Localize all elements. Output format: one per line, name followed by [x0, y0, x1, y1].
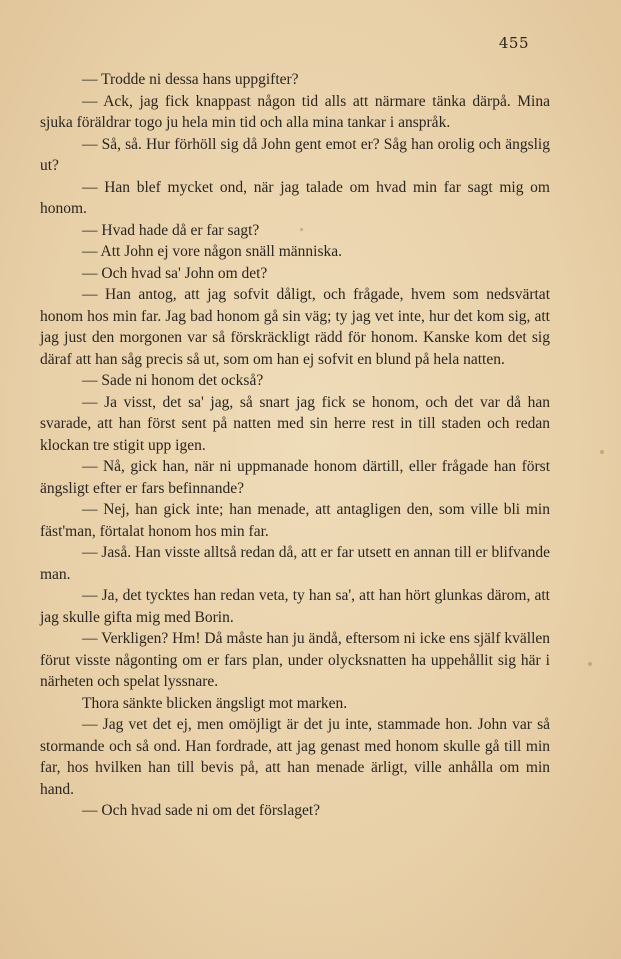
page-text [40, 69, 550, 822]
paragraph: — Ja, det tycktes han redan veta, ty han sa', att han hört glunkas därom, att jag skulle gifta mig med Borin. [40, 587, 550, 626]
paragraph: — Jag vet det ej, men omöjligt är det ju inte, stammade hon. John var så stormande och så ond. Han fordrade, att jag genast med honom skulle gå till min far, hos hvilken han till bevis på, att han menade ärligt, ville anhålla om min hand. [40, 716, 550, 798]
paragraph: — Hvad hade då er far sagt? [82, 221, 260, 239]
paragraph: — Nå, gick han, när ni uppmanade honom därtill, eller frågade han först ängsligt efter er fars befinnande? [40, 458, 550, 497]
paragraph: Thora sänkte blicken ängsligt mot marken. [82, 694, 348, 712]
paragraph: — Att John ej vore någon snäll människa. [82, 243, 343, 260]
paragraph: — Han antog, att jag sofvit dåligt, och frågade, hvem som nedsvärtat honom hos min far. Jag bad honom gå sin väg; ty jag vet inte, hur det kom sig, att jag just den morgonen var så förskräckligt rädd för honom. Kanske kom det sig däraf att han såg precis så ut, som om han ej sofvit en blund på hela natten. [40, 286, 550, 368]
paragraph: — Trodde ni dessa hans uppgifter? [82, 71, 299, 88]
paragraph: — Sade ni honom det också? [82, 372, 264, 389]
paragraph: — Jaså. Han visste alltså redan då, att er far utsett en annan till er blifvande man. [40, 544, 550, 583]
paragraph: — Och hvad sa' John om det? [82, 264, 268, 282]
paragraph: — Verkligen? Hm! Då måste han ju ändå, eftersom ni icke ens själf kvällen förut visste någonting om er fars plan, under olycksnatten ha uppehållit sig här i närheten och spelat lyssnare. [40, 630, 551, 690]
paragraph: — Nej, han gick inte; han menade, att antagligen den, som ville bli min fäst'man, förtalat honom hos min far. [40, 501, 550, 540]
paragraph: — Så, så. Hur förhöll sig då John gent emot er? Såg han orolig och ängslig ut? [40, 135, 550, 174]
paragraph: — Och hvad sade ni om det förslaget? [82, 802, 321, 819]
paragraph: — Ja visst, det sa' jag, så snart jag fick se honom, och det var då han svarade, att han först sent på natten med sin herre rest in till staden och redan klockan tre stigit upp igen. [40, 393, 550, 454]
paragraph: — Han blef mycket ond, när jag talade om hvad min far sagt mig om honom. [40, 178, 550, 217]
paper-spot [600, 450, 604, 454]
paragraph: — Ack, jag fick knappast någon tid alls att närmare tänka därpå. Mina sjuka föräldrar togo ju hela min tid och alla mina tankar i anspråk. [40, 92, 550, 131]
paper-spot [300, 228, 303, 231]
page-number: 455 [498, 34, 529, 52]
paper-spot [588, 662, 592, 666]
